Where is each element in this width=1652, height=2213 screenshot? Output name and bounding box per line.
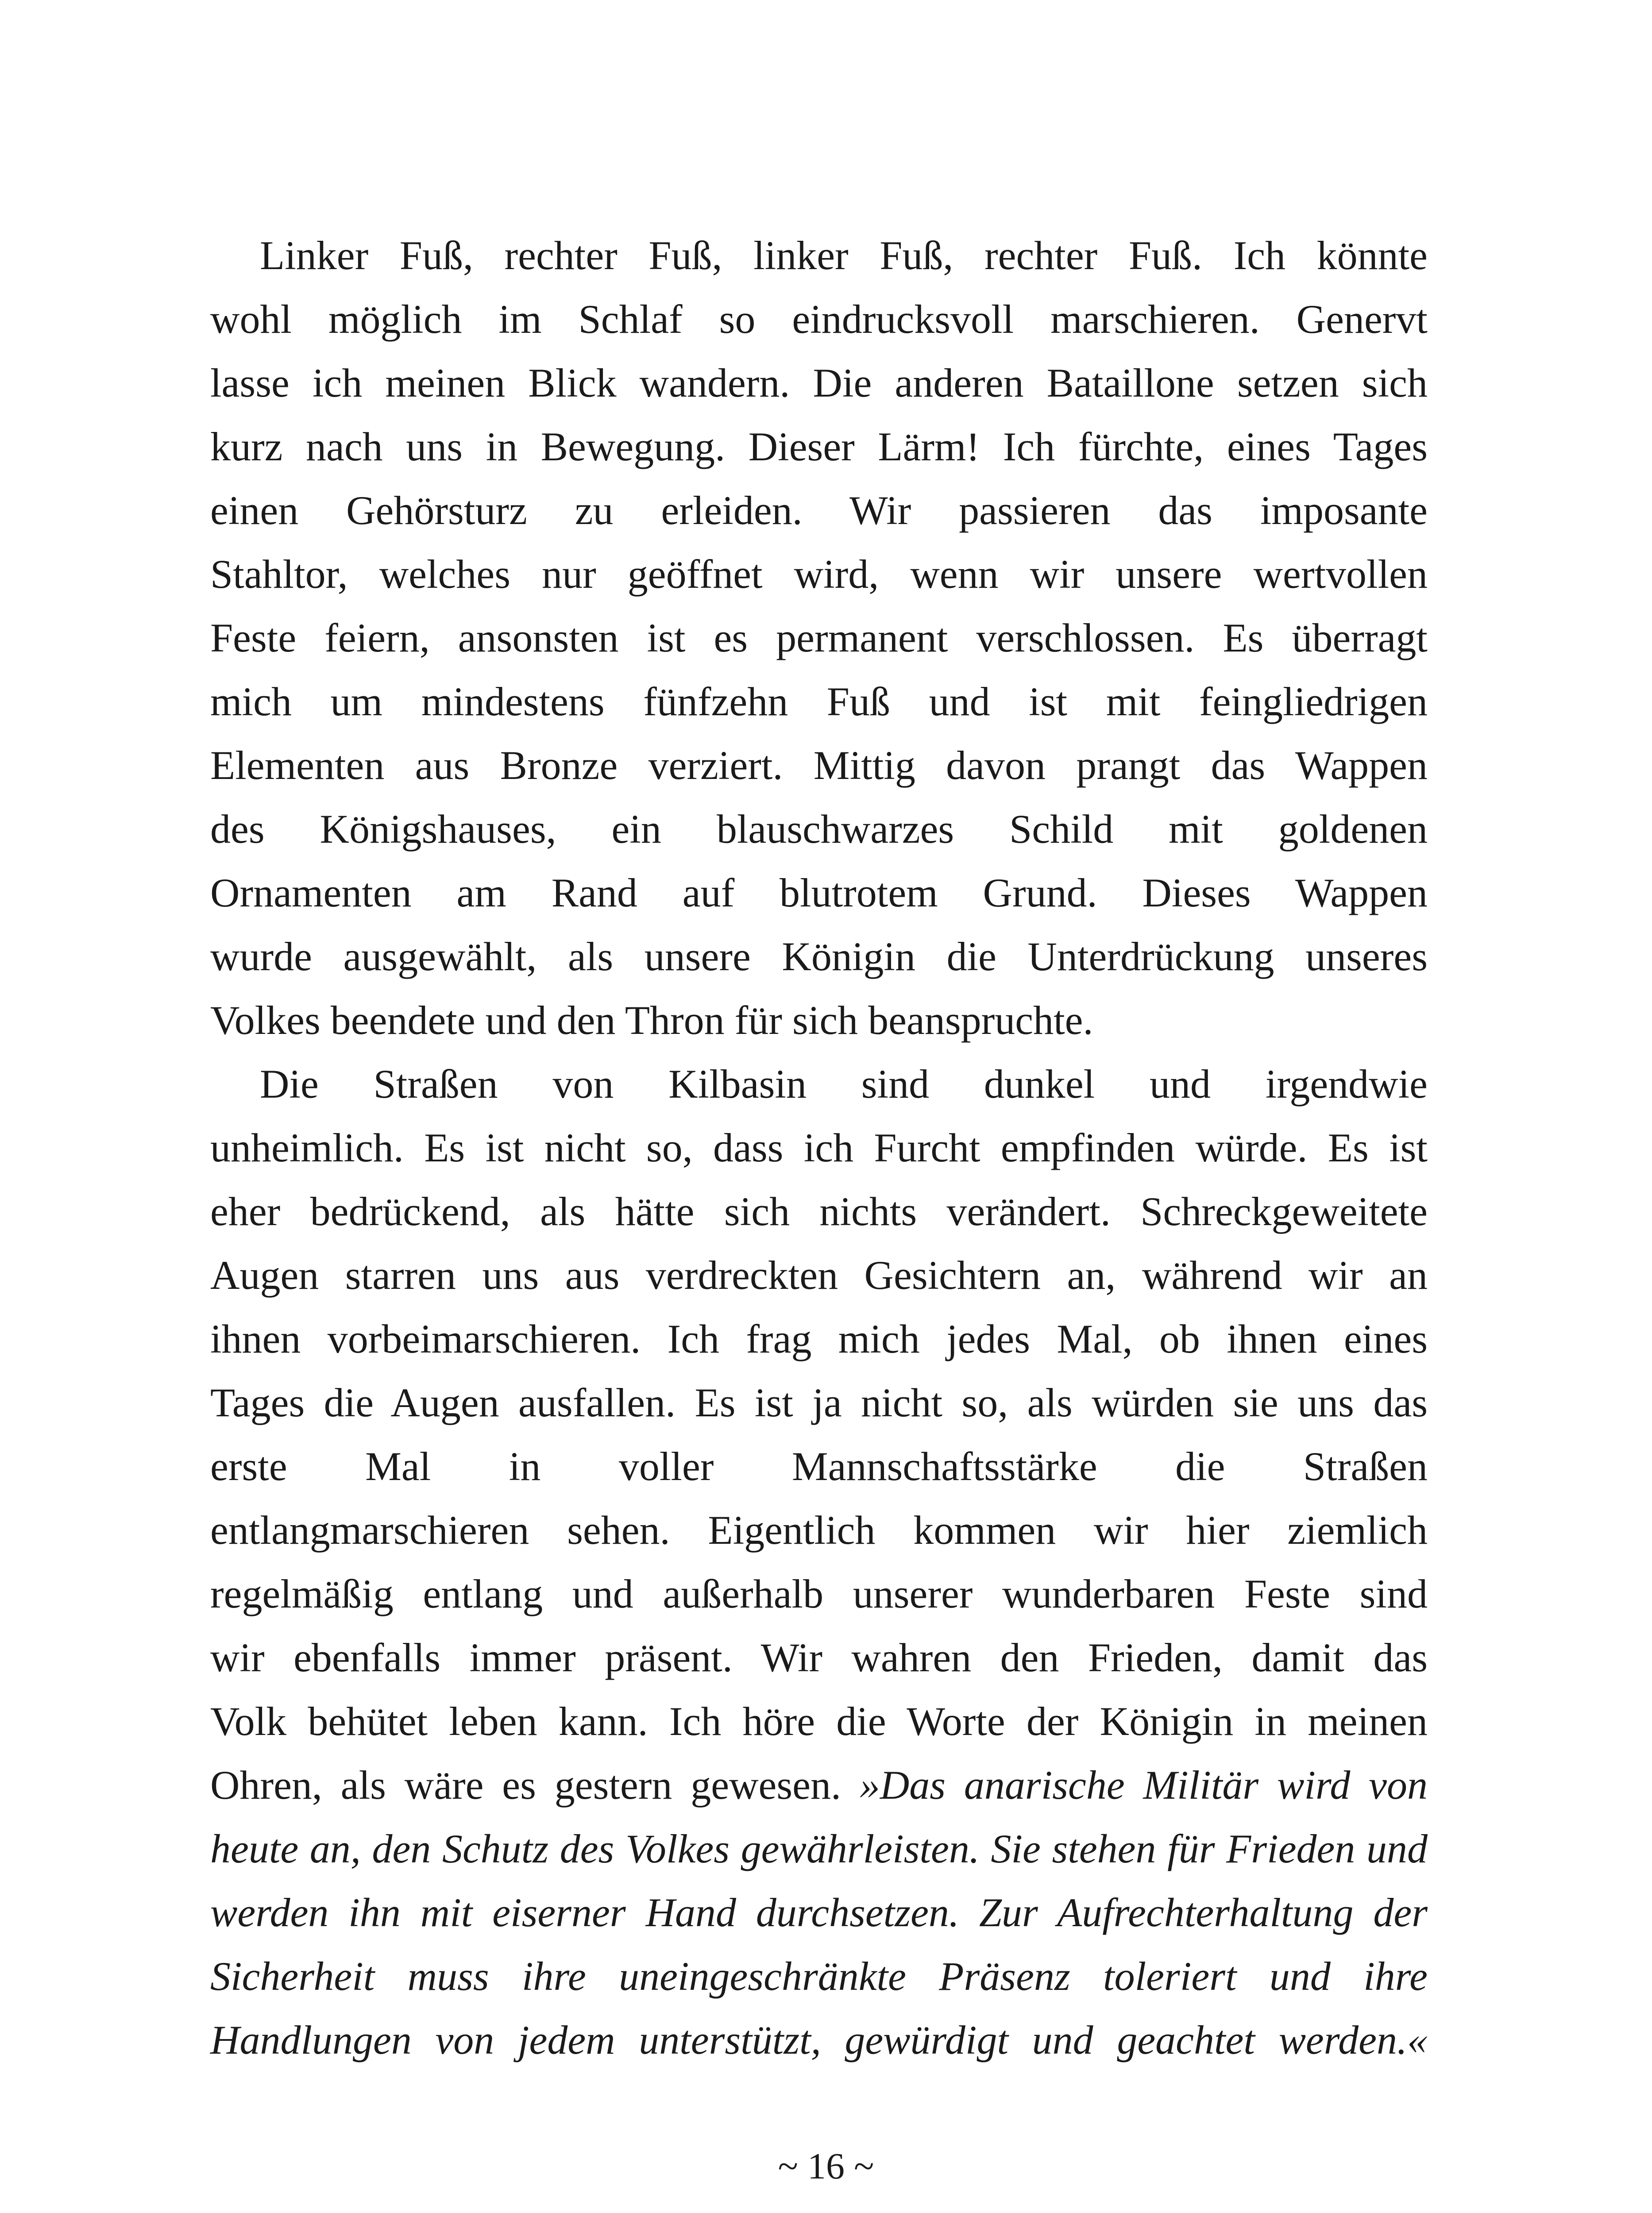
text-line: einen Gehörsturz zu erleiden. Wir passieren das imposante	[210, 488, 1428, 533]
text-line	[210, 1753, 1428, 1817]
text-line: wir ebenfalls immer präsent. Wir wahren den Frieden, damit das	[210, 1635, 1428, 1680]
body-text	[210, 224, 1428, 2072]
text-line: Die Straßen von Kilbasin sind dunkel und irgendwie	[260, 1061, 1428, 1106]
text-line: Tages die Augen ausfallen. Es ist ja nicht so, als würden sie uns das	[210, 1380, 1428, 1425]
text-line: lasse ich meinen Blick wandern. Die anderen Bataillone setzen sich	[210, 360, 1428, 405]
text-line: des Königshauses, ein blauschwarzes Schild mit goldenen	[210, 806, 1428, 852]
text-line: Volk behütet leben kann. Ich höre die Worte der Königin in meinen	[210, 1699, 1428, 1744]
text-line: Feste feiern, ansonsten ist es permanent verschlossen. Es überragt	[210, 615, 1428, 660]
text-line: wurde ausgewählt, als unsere Königin die Unterdrückung unseres	[210, 934, 1428, 979]
text-line: Ornamenten am Rand auf blutrotem Grund. Dieses Wappen	[210, 870, 1428, 915]
text-line: Volkes beendete und den Thron für sich beanspruchte.	[210, 998, 1093, 1043]
text-line: Augen starren uns aus verdreckten Gesichtern an, während wir an	[210, 1253, 1428, 1298]
text-line: ihnen vorbeimarschieren. Ich frag mich jedes Mal, ob ihnen eines	[210, 1316, 1428, 1361]
text-line: Stahltor, welches nur geöffnet wird, wenn wir unsere wertvollen	[210, 551, 1428, 597]
quote-line: heute an, den Schutz des Volkes gewährleisten. Sie stehen für Frieden und	[210, 1826, 1428, 1871]
text-segment: Ohren, als wäre es gestern gewesen.	[210, 1762, 860, 1808]
text-line: Linker Fuß, rechter Fuß, linker Fuß, rechter Fuß. Ich könnte	[260, 233, 1428, 278]
text-line: regelmäßig entlang und außerhalb unserer wunderbaren Feste sind	[210, 1571, 1428, 1616]
text-line: unheimlich. Es ist nicht so, dass ich Furcht empfinden würde. Es ist	[210, 1125, 1428, 1170]
quote-line: Sicherheit muss ihre uneingeschränkte Präsenz toleriert und ihre	[210, 1954, 1428, 1999]
text-line: entlangmarschieren sehen. Eigentlich kommen wir hier ziemlich	[210, 1507, 1428, 1553]
quote-text: »Das anarische Militär wird von	[859, 1762, 1428, 1808]
text-line: kurz nach uns in Bewegung. Dieser Lärm! Ich fürchte, eines Tages	[210, 424, 1428, 469]
quote-line: werden ihn mit eiserner Hand durchsetzen. Zur Aufrechterhaltung der	[210, 1890, 1428, 1935]
text-line: erste Mal in voller Mannschaftsstärke die Straßen	[210, 1444, 1428, 1489]
text-line: wohl möglich im Schlaf so eindrucksvoll marschieren. Genervt	[210, 297, 1428, 342]
text-line: eher bedrückend, als hätte sich nichts verändert. Schreckgeweitete	[210, 1189, 1428, 1234]
text-line: mich um mindestens fünfzehn Fuß und ist mit feingliedrigen	[210, 679, 1428, 724]
page-number: ~ 16 ~	[778, 2146, 874, 2187]
text-line: Elementen aus Bronze verziert. Mittig davon prangt das Wappen	[210, 743, 1428, 788]
quote-line: Handlungen von jedem unterstützt, gewürdigt und geachtet werden.«	[210, 2017, 1428, 2063]
